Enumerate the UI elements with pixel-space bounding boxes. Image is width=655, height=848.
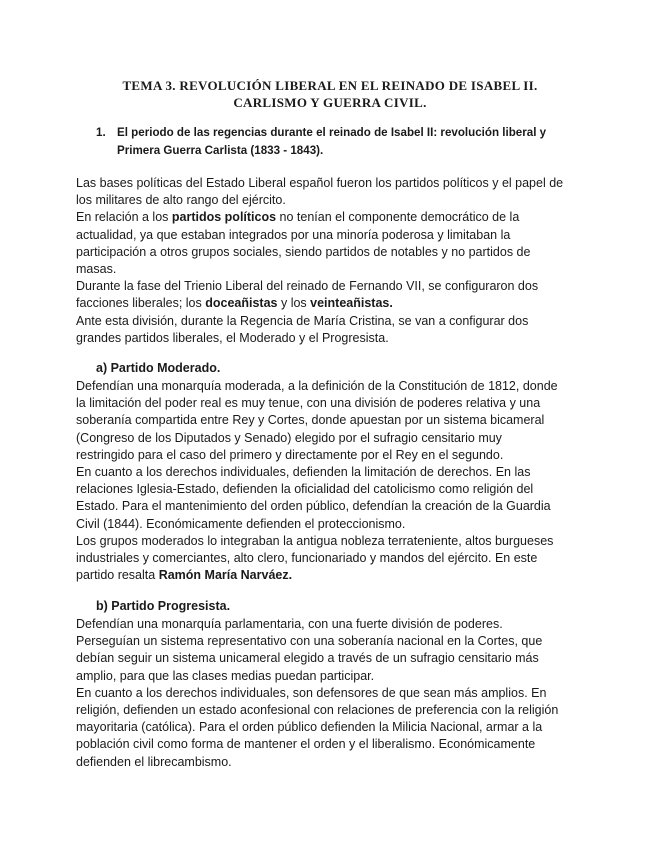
text-segment: actualidad, ya que estaban integrados por una minoría poderosa y limitaban la [76,227,511,242]
text-line [76,550,558,567]
text-segment: En cuanto a los derechos individuales, defienden la limitación de derechos. En las [76,464,531,479]
text-line [76,244,563,261]
text-segment: relaciones Iglesia-Estado, defienden la oficialidad del catolicismo como religión del [76,482,534,497]
text-line [76,719,558,736]
text-segment: participación a otros grupos sociales, siendo partidos de notables y no partidos de [76,244,531,259]
text-segment: Estado. Para el mantenimiento del orden público, defendían la creación de la Guardia [76,499,551,514]
text-line [76,481,558,498]
text-segment: población civil como forma de mantener el orden y el liberalismo. Económicamente [76,737,536,752]
text-line [76,616,558,633]
text-line [76,430,558,447]
text-line [76,175,563,192]
text-line [76,498,558,515]
text-line [76,261,563,278]
text-line [76,378,558,395]
text-segment: Ante esta división, durante la Regencia de María Cristina, se van a configurar dos [76,313,529,328]
text-segment: mayoritaria (católica). Para el orden público defienden la Milicia Nacional, armar a la [76,720,543,735]
text-line [76,278,563,295]
text-segment: y los [277,296,311,311]
text-line [76,412,558,429]
text-line [76,330,563,347]
bold-text: doceañistas [205,296,278,311]
text-line [76,192,563,209]
text-line [76,516,558,533]
text-line [76,464,558,481]
text-line [76,395,558,412]
subheading-partido-progresista: b) Partido Progresista. [96,599,231,613]
bold-text: partidos políticos [171,210,277,225]
text-line [76,702,558,719]
text-segment: industriales y comerciantes, alto clero, funcionariado y mandos del ejército. En este [76,550,538,565]
section-heading-line: El periodo de las regencias durante el reinado de Isabel II: revolución liberal y [117,126,547,139]
text-line [76,447,558,464]
text-segment: Defendían una monarquía moderada, a la definición de la Constitución de 1812, donde [76,379,558,393]
document-title-line-1: TEMA 3. REVOLUCIÓN LIBERAL EN EL REINADO DE ISABEL II. [122,78,538,93]
text-line [76,227,563,244]
text-segment: debían seguir un sistema unicameral elegido a través de un sufragio censitario más [76,651,539,666]
text-segment: En cuanto a los derechos individuales, son defensores de que sean más amplios. En [76,685,547,700]
text-segment: grandes partidos liberales, el Moderado y el Progresista. [76,330,389,345]
text-segment: Defendían una monarquía parlamentaria, con una fuerte división de poderes. [76,617,503,631]
section-heading-line: Primera Guerra Carlista (1833 - 1843). [117,144,324,157]
text-line [76,533,558,550]
document-title-line-2: CARLISMO Y GUERRA CIVIL. [233,95,427,110]
text-line [76,685,558,702]
text-segment: partido resalta [76,568,159,583]
text-line [76,313,563,330]
text-segment: defienden el librecambismo. [76,754,232,769]
text-segment: los militares de alto rango del ejército. [76,193,286,208]
text-segment: soberanía compartida entre Rey y Cortes, donde apuestan por un sistema bicameral [76,413,545,428]
subheading-partido-moderado: a) Partido Moderado. [96,361,221,375]
text-segment: Perseguían un sistema representativo con una soberanía nacional en la Cortes, que [76,634,543,649]
text-line [76,736,558,753]
text-segment: restringido para el caso del primero y directamente por el Rey en el segundo. [76,447,504,462]
text-segment: Durante la fase del Trienio Liberal del reinado de Fernando VII, se configuraron dos [76,279,539,294]
text-segment: Los grupos moderados lo integraban la antigua nobleza terrateniente, altos burgueses [76,533,554,548]
text-segment: facciones liberales; los [76,296,206,311]
text-line [76,650,558,667]
text-segment: amplio, para que las clases medias puedan participar. [76,668,375,683]
text-segment: Las bases políticas del Estado Liberal español fueron los partidos políticos y el papel de [76,176,564,190]
text-line [76,567,558,584]
intro-paragraphs [76,175,563,347]
section-number: 1. [96,126,106,139]
bold-text: Ramón María Narváez. [158,568,293,583]
text-segment: no tenían el componente democrático de la [276,210,520,225]
text-segment: religión, defienden un estado aconfesional con relaciones de preferencia con la religión [76,702,559,717]
text-segment: En relación a los [76,210,172,225]
text-segment: masas. [76,261,117,276]
text-line [76,668,558,685]
text-segment: (Congreso de los Diputados y Senado) elegido por el sufragio censitario muy [76,430,502,445]
text-segment: la limitación del poder real es muy tenue, con una división de poderes relativa y una [76,396,541,411]
text-line [76,209,563,226]
text-line [76,754,558,771]
text-segment: Civil (1844). Económicamente defienden el proteccionismo. [76,516,406,531]
text-line [76,633,558,650]
moderado-paragraphs [76,378,558,584]
progresista-paragraphs [76,616,558,771]
text-line [76,295,563,312]
bold-text: veinteañistas. [310,296,393,311]
